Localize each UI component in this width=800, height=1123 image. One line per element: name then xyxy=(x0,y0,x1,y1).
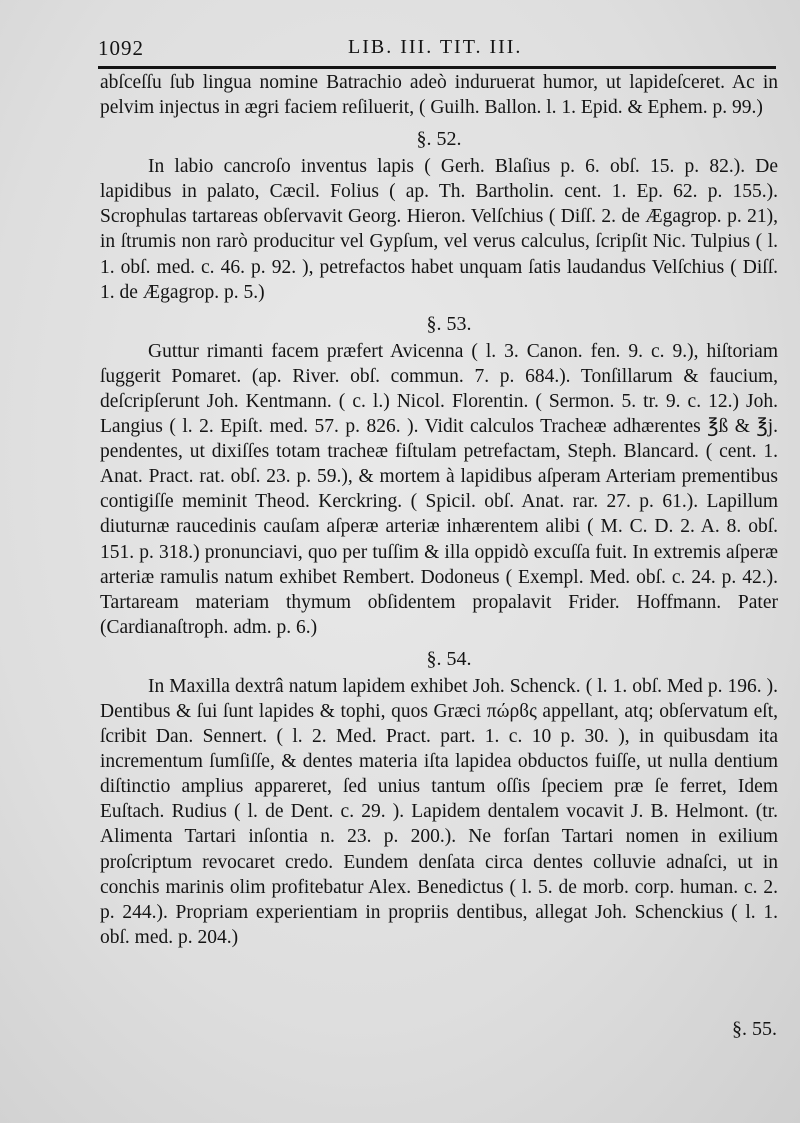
text-body xyxy=(100,70,778,950)
page-number: 1092 xyxy=(98,36,144,60)
paragraph-continued: abſceſſu ſub lingua nomine Batrachio adeò induruerat humor, ut lapideſceret. Ac in pelvim injectus in ægri faciem reſiluerit, ( Guilh. Ballon. l. 1. Epid. & Ephem. p. 99.) xyxy=(100,72,778,119)
section-heading-54: §. 54. xyxy=(426,647,472,670)
paragraph-54: In Maxilla dextrâ natum lapidem exhibet Joh. Schenck. ( l. 1. obſ. Med p. 196. ). Dentibus & ſui ſunt lapides & tophi, quos Græci πώρϐς appellant, atq; obſervatum eſt, ſcribit Dan. Sennert. ( l. 2. Med. Pract. part. 1. c. 10 p. 30. ), in quibusdam ita incrementum ſumſiſſe, & dentes materia iſta lapidea obductos fuiſſe, ut nulla dentium diſtinctio amplius appareret, ſed unius tantum oſſis ſpeciem præ ſe ferret, Idem Euſtach. Rudius ( l. de Dent. c. 29. ). Lapidem dentalem vocavit J. B. Helmont. (tr. Alimenta Tartari inſontia n. 23. p. 200.). Ne forſan Tartari nomen in exilium proſcriptum revocaret credo. Eundem denſata circa dentes colluvie adnaſci, ut in conchis marinis olim profitebatur Alex. Benedictus ( l. 5. de morb. corp. human. c. 2. p. 244.). Propriam experientiam in propriis dentibus, allegat Joh. Schenckius ( l. 1. obſ. med. p. 204.) xyxy=(100,675,778,948)
header-rule xyxy=(98,66,776,69)
paragraph-52: In labio cancroſo inventus lapis ( Gerh. Blaſius p. 6. obſ. 15. p. 82.). De lapidibus in palato, Cæcil. Folius ( ap. Th. Bartholin. cent. 1. Ep. 62. p. 155.). Scrophulas tartareas obſervavit Georg. Hieron. Velſchius ( Diſſ. 2. de Ægagrop. p. 21), in ſtrumis non rarò producitur vel Gypſum, vel verus calculus, ſcripſit Nic. Tulpius ( l. 1. obſ. med. c. 46. p. 92. ), petrefactos habet unquam ſatis laudandus Velſchius ( Diſſ. 1. de Ægagrop. p. 5.) xyxy=(100,156,778,303)
paragraph-53: Guttur rimanti facem præfert Avicenna ( l. 3. Canon. fen. 9. c. 9.), hiſtoriam ſuggerit Pomaret. (ap. River. obſ. commun. 7. p. 684.). Tonſillarum & faucium, deſcripſerunt Joh. Kentmann. ( c. l.) Nicol. Florentin. ( Sermon. 5. tr. 9. c. 12.) Joh. Langius ( l. 2. Epiſt. med. 57. p. 826. ). Vidit calculos Tracheæ adhærentes ℥ß & ℥j. pendentes, ut dixiſſes totam tracheæ fiſtulam petrefactam, Steph. Blancard. ( cent. 1. Anat. Pract. rat. obſ. 23. p. 59.), & mortem à lapidibus aſperam Arteriam prementibus contigiſſe meminit Theod. Kerckring. ( Spicil. obſ. Anat. rar. 27. p. 61.). Lapillum diuturnæ raucedinis cauſam aſperæ arteriæ inhærentem alibi ( M. C. D. 2. A. 8. obſ. 151. p. 318.) pronunciavi, quo per tuſſim & illa oppidò excuſſa fuit. In extremis aſperæ arteriæ ramulis natum exhibet Rembert. Dodoneus ( Exempl. Med. obſ. c. 24. p. 42.). Tartaream materiam thymum obſidentem propalavit Frider. Hoffmann. Pater (Cardianaſtroph. adm. p. 6.) xyxy=(100,340,778,638)
section-heading-53: §. 53. xyxy=(426,312,472,335)
section-heading-52: §. 52. xyxy=(416,128,462,151)
running-header xyxy=(98,30,778,64)
catchword: §. 55. xyxy=(732,1018,777,1040)
running-title: LIB. III. TIT. III. xyxy=(348,36,523,58)
